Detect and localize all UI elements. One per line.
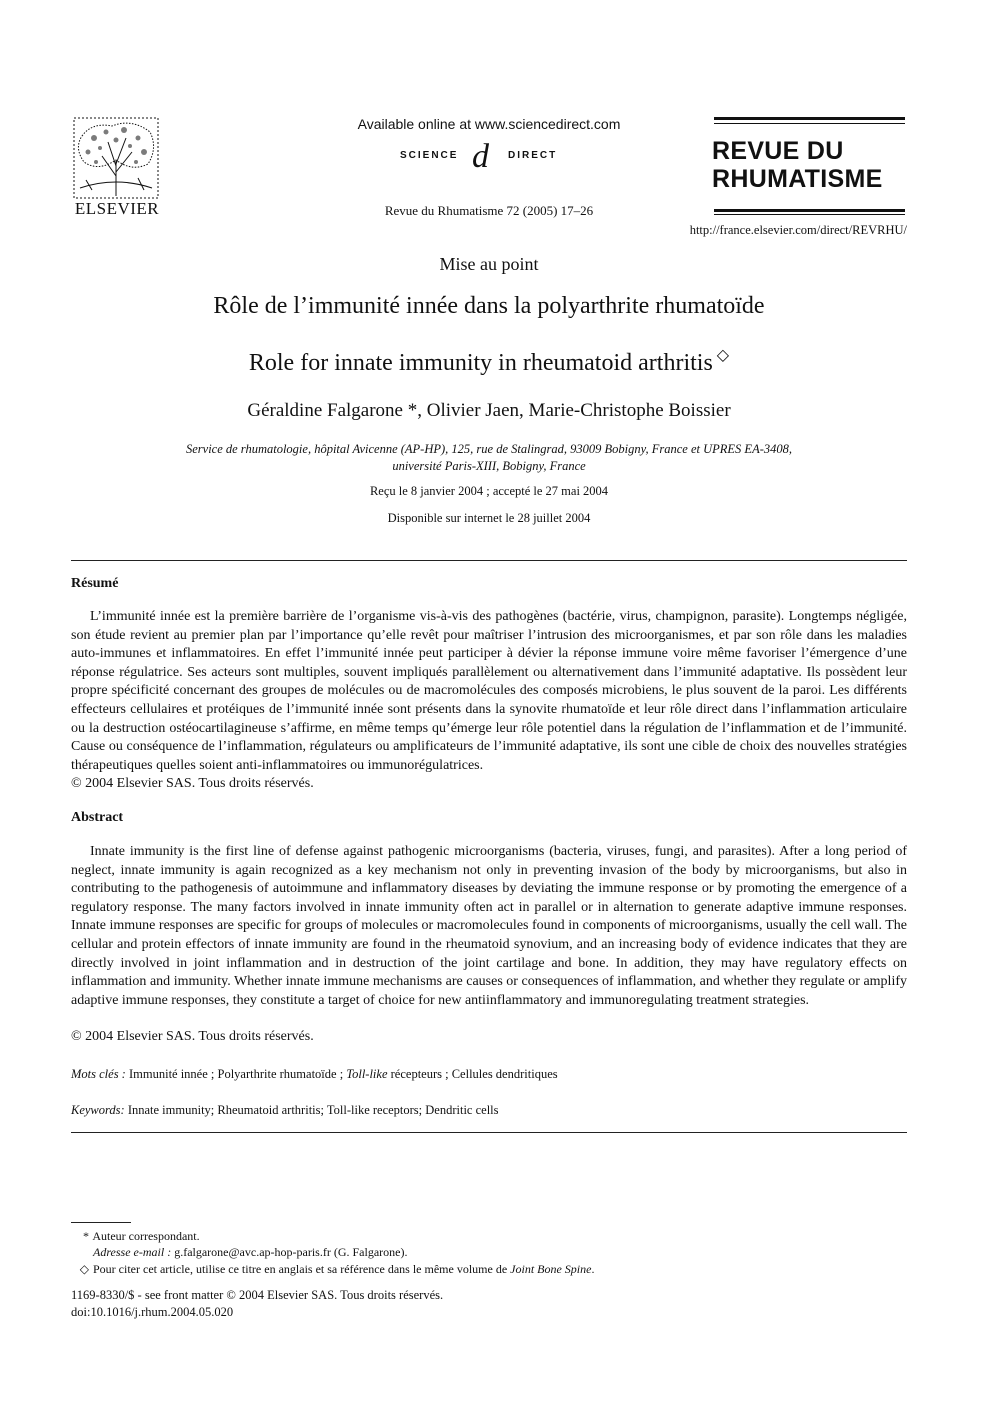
footnote-star-mark: * (83, 1229, 89, 1243)
affiliation-line2: université Paris-XIII, Bobigny, France (392, 459, 586, 473)
publisher-name: ELSEVIER (74, 199, 160, 218)
journal-rule-bottom (714, 209, 905, 212)
keywords-french-part2: récepteurs ; Cellules dendritiques (390, 1067, 558, 1081)
footnote-citation-end: . (591, 1262, 595, 1276)
elsevier-tree-icon (72, 116, 160, 200)
sciencedirect-availability: Available online at www.sciencedirect.com (357, 116, 621, 132)
footnote-email-text[interactable]: g.falgarone@avc.ap-hop-paris.fr (G. Falgarone). (174, 1245, 408, 1259)
online-date: Disponible sur internet le 28 juillet 2004 (387, 511, 591, 525)
footnote-corresponding (71, 1228, 200, 1244)
journal-rule-top-thin (714, 123, 905, 124)
journal-url[interactable]: http://france.elsevier.com/direct/REVRHU/ (689, 223, 907, 237)
affiliation (120, 441, 858, 475)
footnote-email (71, 1244, 408, 1260)
footnote-diamond-icon: ◇ (79, 1262, 89, 1276)
keywords-english (71, 1103, 907, 1118)
divider-bottom (71, 1132, 907, 1133)
journal-title (712, 137, 912, 193)
diamond-footnote-icon[interactable]: ◇ (716, 347, 730, 364)
footnote-corresponding-text: Auteur correspondant. (92, 1229, 200, 1243)
keywords-french-italic: Toll-like (346, 1067, 388, 1081)
journal-rule-top (714, 117, 905, 120)
footnote-email-label: Adresse e-mail : (93, 1245, 172, 1259)
sciencedirect-logo-left: SCIENCE (400, 150, 459, 161)
keywords-french-label: Mots clés : (71, 1067, 126, 1081)
divider-top (71, 560, 907, 561)
abstract-heading: Abstract (71, 810, 124, 825)
title-english (72, 345, 906, 377)
journal-citation: Revue du Rhumatisme 72 (2005) 17–26 (384, 203, 594, 218)
abstract-text: Innate immunity is the first line of defense against pathogenic microorganisms (bacteria, viruses, fungi, and parasites). After a long period of neglect, innate immunity is again recognized as a key mechanism not only in preventing invasion of the body by microorganisms, but also in contributing to the pathogenesis of autoimmune and inflammatory diseases by deviating the immune response or by promoting the emergence of a regulatory response. The many factors involved in innate immunity often act in parallel or in alternation to generate adaptive immune responses. Innate immune responses are specific for groups of molecules or macromolecules found in components of microorganisms, usually the cell wall. The cellular and protein effectors of innate immunity are found in the rheumatoid synovium, and an increasing body of evidence indicates that they are directly involved in joint inflammation and in destruction of the joint cartilage and bone. In addition, they may have regulatory effects on inflammation and immunity. Whether innate immune mechanisms are causes or consequences of inflammation, and whether they regulate or amplify adaptive immune responses, they constitute a target of choice for new antiinflammatory and immunoregulating treatment strategies. (71, 844, 907, 1008)
keywords-english-text: Innate immunity; Rheumatoid arthritis; Toll-like receptors; Dendritic cells (127, 1103, 499, 1117)
resume-text: L’immunité innée est la première barrière de l’organisme vis-à-vis des pathogènes (bactérie, virus, champignon, parasite). Longtemps négligée, son étude revient au premier plan par l’importance qu’elle revêt pour maîtriser l’intrusion des microorganismes, et par son rôle dans les maladies auto-immunes et inflammatoires. En effet l’immunité innée peut participer à dévier la réponse immune voire même favoriser l’émergence d’une réponse régulatrice. Ses acteurs sont multiples, souvent impliqués parallèlement ou alternativement dans l’immunité adaptative. Ils possèdent leur propre spécificité concernant des groupes de molécules ou de macromolécules des composés microbiens, le plus souvent de la paroi. Les différents effecteurs cellulaires et protéiques de l’immunité innée sont présents dans la synovite rhumatoïde et leur rôle direct dans l’inflammation articulaire ou la destruction ostéocartilagineuse s’affirme, en même temps qu’émerge leur rôle potentiel dans la régulation de l’inflammation et de l’immunité. Cause ou conséquence de l’inflammation, régulateurs ou amplificateurs de l’immunité adaptative, ils sont une cible de choix des nouvelles stratégies thérapeutiques quelles soient anti-inflammatoires ou immunorégulatrices. (71, 609, 907, 773)
keywords-french-part1: Immunité innée ; Polyarthrite rhumatoïde ; (128, 1067, 344, 1081)
title-english-text: Role for innate immunity in rheumatoid arthritis (248, 350, 713, 376)
title-french: Rôle de l’immunité innée dans la polyarthrite rhumatoïde (213, 293, 765, 319)
journal-rule-bottom-thin (714, 214, 905, 215)
abstract-copyright: © 2004 Elsevier SAS. Tous droits réservés. (71, 1029, 314, 1044)
resume-heading: Résumé (71, 576, 119, 591)
footer-issn: 1169-8330/$ - see front matter © 2004 Elsevier SAS. Tous droits réservés. (71, 1288, 444, 1302)
sciencedirect-logo-right: DIRECT (508, 150, 558, 161)
section-label: Mise au point (439, 254, 539, 274)
keywords-french (71, 1067, 907, 1082)
footer-doi[interactable]: doi:10.1016/j.rhum.2004.05.020 (71, 1305, 234, 1319)
affiliation-line1: Service de rhumatologie, hôpital Avicenne (AP-HP), 125, rue de Stalingrad, 93009 Bobigny, France et UPRES EA-3408, (185, 442, 792, 456)
keywords-english-label: Keywords: (71, 1103, 125, 1117)
authors: Géraldine Falgarone *, Olivier Jaen, Marie-Christophe Boissier (247, 400, 731, 421)
sciencedirect-at-icon: d (472, 138, 489, 175)
received-accepted-dates: Reçu le 8 janvier 2004 ; accepté le 27 mai 2004 (369, 484, 609, 498)
resume-copyright: © 2004 Elsevier SAS. Tous droits réservés. (71, 776, 314, 791)
journal-title-line1: REVUE DU (712, 137, 844, 165)
footnote-rule (71, 1222, 131, 1223)
journal-title-line2: RHUMATISME (712, 165, 883, 193)
footnote-citation-text: Pour citer cet article, utilise ce titre en anglais et sa référence dans le même volume de (93, 1262, 508, 1276)
footnote-citation-journal: Joint Bone Spine (510, 1262, 592, 1276)
footnote-citation (71, 1261, 594, 1277)
sciencedirect-logo (360, 140, 618, 176)
